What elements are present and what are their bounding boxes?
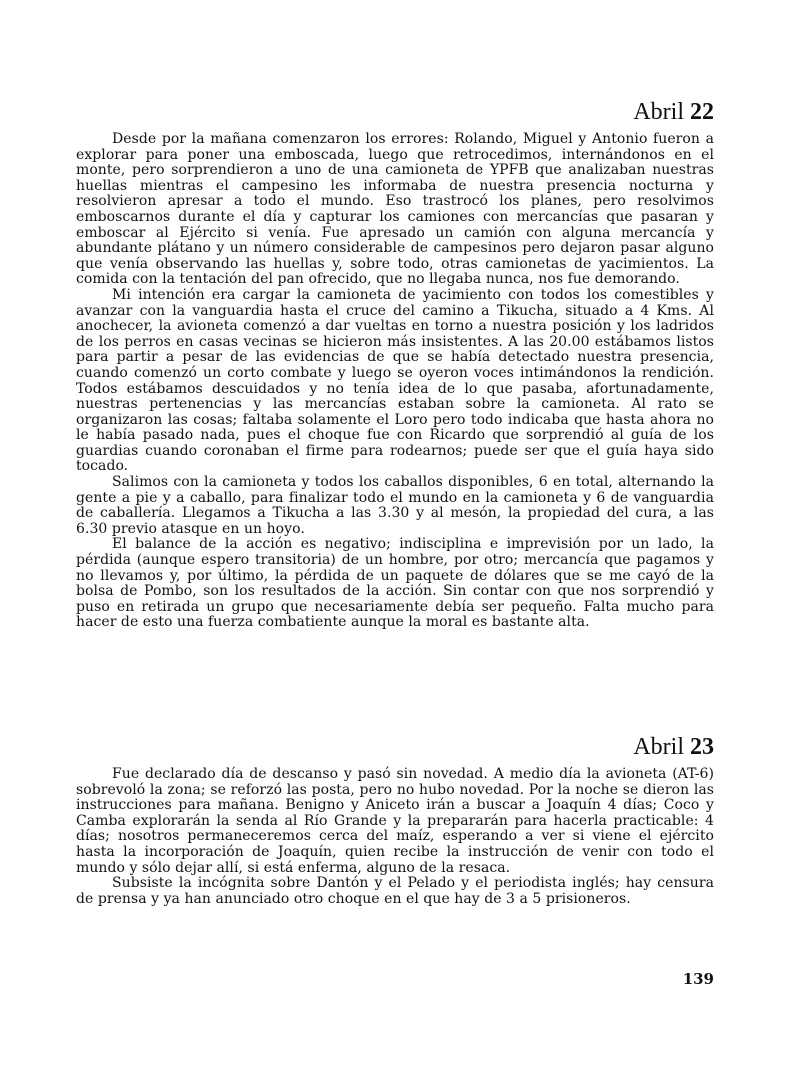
entry-paragraph: Fue declarado día de descanso y pasó sin novedad. A medio día la avioneta (AT-6) sobrevoló la zona; se reforzó las posta, pero no hubo novedad. Por la noche se dieron las instrucciones para mañana. Benigno y Aniceto irán a buscar a Joaquín 4 días; Coco y Camba explorarán la senda al Río Grande y la prepararán para hacerla practicable: 4 días; nosotros permaneceremos cerca del maíz, esperando a ver si viene el ejército hasta la incorporación de Joaquín, quien recibe la instrucción de venir con todo el mundo y sólo dejar allí, si está enferma, alguno de la resaca.: [76, 766, 714, 876]
entry-date-heading: [76, 99, 714, 126]
entry-paragraph: Mi intención era cargar la camioneta de yacimiento con todos los comestibles y avanzar con la vanguardia hasta el cruce del camino a Tikucha, situado a 4 Kms. Al anochecer, la avioneta comenzó a dar vueltas en torno a nuestra posición y los ladridos de los perros en casas vecinas se hicieron más insistentes. A las 20.00 estábamos listos para partir a pesar de las evidencias de que se había detectado nuestra presencia, cuando comenzó un corto combate y luego se oyeron voces intimándonos la rendición. Todos estábamos descuidados y no tenía idea de lo que pasaba, afortunadamente, nuestras pertenencias y las mercancías estaban sobre la camioneta. Al rato se organizaron las cosas; faltaba solamente el Loro pero todo indicaba que hasta ahora no le había pasado nada, pues el choque fue con Ricardo que sorprendió al guía de los guardias cuando coronaban el firme para rodearnos; puede ser que el guía haya sido tocado.: [76, 286, 714, 475]
entry-paragraph: Desde por la mañana comenzaron los errores: Rolando, Miguel y Antonio fueron a explorar para poner una emboscada, luego que retrocedimos, internándonos en el monte, pero sorprendieron a uno de una camioneta de YPFB que analizaban nuestras huellas mientras el campesino les informaba de nuestra presencia nocturna y resolvieron apresar a todo el mundo. Eso trastrocó los planes, pero resolvimos emboscarnos durante el día y capturar los camiones con mercancías que pasaran y emboscar al Ejército si venía. Fue apresado un camión con alguna mercancía y abundante plátano y un número considerable de campesinos pero dejaron pasar alguno que venía observando las huellas y, sobre todo, otras camionetas de yacimientos. La comida con la tentación del pan ofrecido, que no llegaba nunca, nos fue demorando.: [76, 131, 714, 288]
entry-paragraph: El balance de la acción es negativo; indisciplina e imprevisión por un lado, la pérdida (aunque espero transitoria) de un hombre, por otro; mercancía que pagamos y no llevamos y, por último, la pérdida de un paquete de dólares que se me cayó de la bolsa de Pombo, son los resultados de la acción. Sin contar con que nos sorprendió y puso en retirada un grupo que necesariamente debía ser pequeño. Falta mucho para hacer de esto una fuerza combatiente aunque la moral es bastante alta.: [76, 536, 714, 631]
entry-month: Abril: [633, 734, 684, 760]
diary-entry-april-22: [76, 99, 714, 631]
entry-day: 23: [690, 734, 714, 760]
entry-month: Abril: [633, 99, 684, 125]
entry-day: 22: [690, 99, 714, 125]
entry-paragraph: Subsiste la incógnita sobre Dantón y el Pelado y el periodista inglés; hay censura de prensa y ya han anunciado otro choque en el que hay de 3 a 5 prisioneros.: [76, 875, 714, 907]
entry-date-heading: [76, 734, 714, 761]
diary-entry-april-23: [76, 734, 714, 907]
entry-paragraph: Salimos con la camioneta y todos los caballos disponibles, 6 en total, alternando la gente a pie y a caballo, para finalizar todo el mundo en la camioneta y 6 de vanguardia de caballería. Llegamos a Tikucha a las 3.30 y al mesón, la propiedad del cura, a las 6.30 previo atasque en un hoyo.: [76, 474, 714, 537]
page-number: 139: [682, 970, 714, 988]
